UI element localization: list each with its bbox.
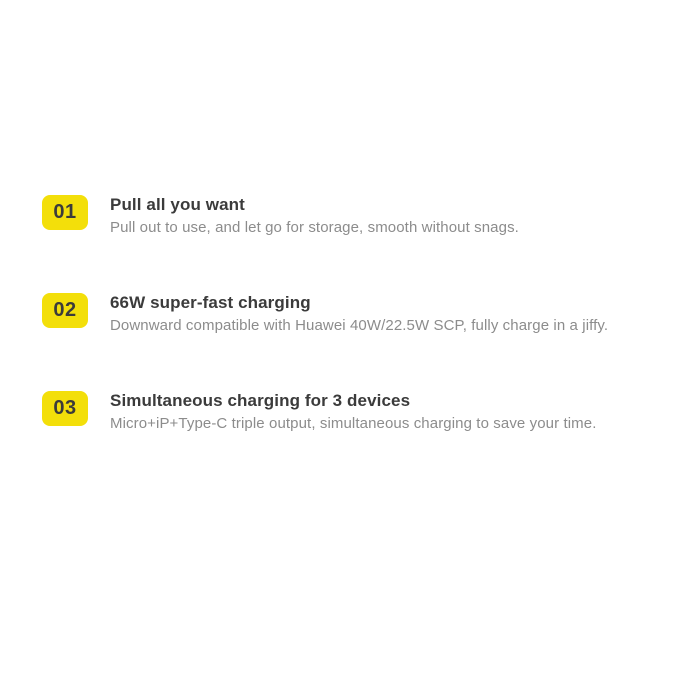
- feature-item-3: [42, 390, 670, 433]
- feature-description-2: Downward compatible with Huawei 40W/22.5W SCP, fully charge in a jiffy.: [110, 317, 609, 334]
- feature-text-1: [110, 194, 519, 237]
- feature-number-badge-1: 01: [42, 195, 88, 230]
- feature-number-badge-3: 03: [42, 391, 88, 426]
- feature-text-3: [110, 390, 597, 433]
- feature-text-2: [110, 292, 608, 335]
- feature-item-1: [42, 194, 670, 237]
- feature-description-1: Pull out to use, and let go for storage, smooth without snags.: [110, 219, 519, 236]
- feature-list: [42, 194, 670, 433]
- feature-item-2: [42, 292, 670, 335]
- feature-title-2: 66W super-fast charging: [110, 293, 311, 312]
- feature-description-3: Micro+iP+Type-C triple output, simultaneous charging to save your time.: [110, 415, 597, 432]
- feature-number-badge-2: 02: [42, 293, 88, 328]
- feature-title-1: Pull all you want: [110, 195, 245, 214]
- feature-title-3: Simultaneous charging for 3 devices: [110, 391, 411, 410]
